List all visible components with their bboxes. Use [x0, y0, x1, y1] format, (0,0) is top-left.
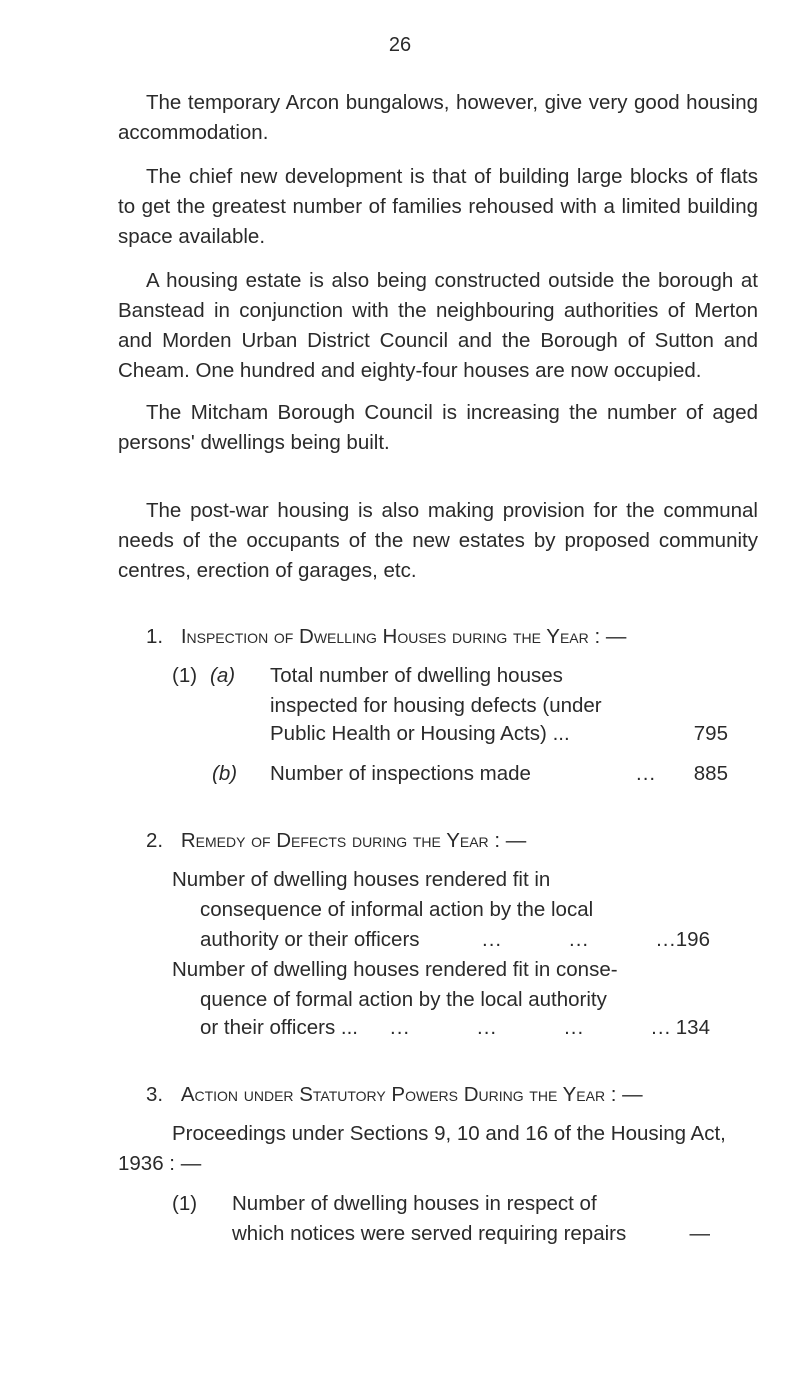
section-3-item-1-value: —: [689, 1222, 710, 1245]
section-3-heading: [146, 1080, 643, 1110]
section-2-item-2-line-2: quence of formal action by the local authority: [200, 988, 607, 1011]
section-3-number: 3.: [146, 1083, 164, 1106]
section-3-item-1-label: (1): [172, 1192, 198, 1215]
paragraph-banstead: [118, 266, 758, 386]
paragraph-text: The post-war housing is also making provision for the communal needs of the occupants of the new estates by proposed community centres, erection of garages, etc.: [118, 499, 758, 582]
paragraph-text: The chief new development is that of building large blocks of flats to get the greatest number of families rehoused with a limited building space available.: [118, 165, 758, 248]
item-b-text: Number of inspections made: [270, 762, 531, 785]
section-3-intro-line-1: Proceedings under Sections 9, 10 and 16 of the Housing Act,: [172, 1122, 726, 1145]
section-2-item-1-line-3: authority or their officers: [200, 928, 420, 951]
section-3-item-1-line-1: Number of dwelling houses in respect of: [232, 1192, 597, 1215]
section-1-heading: [146, 622, 626, 652]
section-2-item-2-dots: ... ... ... ...: [390, 1016, 672, 1039]
item-b-value: 885: [693, 762, 728, 785]
item-a-line-1: Total number of dwelling houses: [270, 664, 563, 687]
section-2-item-1-dots: ... ... ...: [482, 928, 677, 951]
paragraph-text: The temporary Arcon bungalows, however, give very good housing accommodation.: [118, 91, 758, 144]
item-b-dots: ...: [636, 762, 657, 785]
section-3-title: Action under Statutory Powers During the Year : —: [180, 1083, 643, 1106]
paragraph-text: A housing estate is also being constructed outside the borough at Banstead in conjunction with the neighbouring authorities of Merton and Morden Urban District Council and the Borough of Sutton and Cheam. One hundred and eighty-four houses are now occupied.: [118, 269, 758, 382]
paragraph-aged-persons: [118, 398, 758, 458]
paragraph-development: [118, 162, 758, 252]
item-a-line-2: inspected for housing defects (under: [270, 694, 602, 717]
item-b-label: (b): [212, 762, 238, 785]
section-2-title: Remedy of Defects during the Year : —: [180, 829, 527, 852]
section-2-item-2-value: 134: [675, 1016, 710, 1039]
section-1-title: Inspection of Dwelling Houses during the Year : —: [180, 625, 627, 648]
item-a-line-3: Public Health or Housing Acts) ...: [270, 722, 570, 745]
section-2-item-1-line-1: Number of dwelling houses rendered fit in: [172, 868, 551, 891]
paragraph-arcon: [118, 88, 758, 148]
item-a-value: 795: [693, 722, 728, 745]
item-a-label: (a): [210, 664, 236, 687]
section-2-item-2-line-1: Number of dwelling houses rendered fit in conse-: [172, 958, 618, 981]
section-2-item-1-line-2: consequence of informal action by the local: [200, 898, 594, 921]
paragraph-text: The Mitcham Borough Council is increasing the number of aged persons' dwellings being built.: [118, 401, 758, 454]
section-2-item-1-value: 196: [675, 928, 710, 951]
item-1-label: (1): [172, 664, 198, 687]
section-3-item-1-line-2: which notices were served requiring repairs: [232, 1222, 627, 1245]
page-number: 26: [388, 34, 412, 56]
section-2-number: 2.: [146, 829, 164, 852]
section-3-intro-line-2: 1936 : —: [118, 1152, 202, 1175]
section-2-heading: [146, 826, 526, 856]
section-2-item-2-line-3: or their officers ...: [200, 1016, 358, 1039]
paragraph-post-war: [118, 496, 758, 586]
section-1-number: 1.: [146, 625, 164, 648]
